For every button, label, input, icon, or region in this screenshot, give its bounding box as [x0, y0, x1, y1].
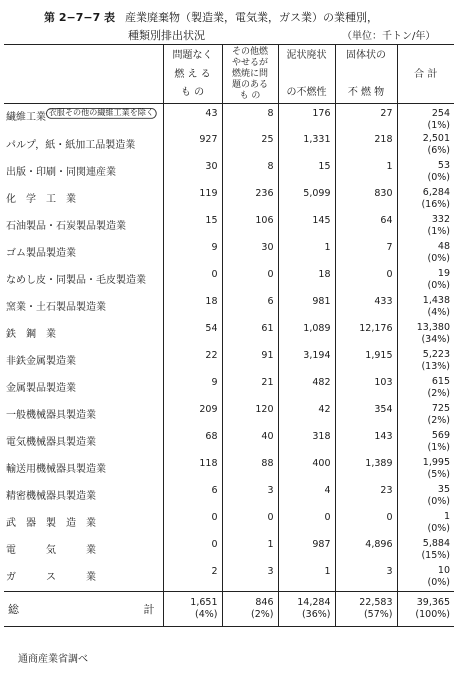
industry-name: [4, 564, 163, 592]
industry-label: 窯業・土石製品製造業: [6, 302, 106, 313]
cell-c2: 25: [222, 132, 278, 159]
industry-label: 石油製品・石炭製品製造業: [6, 221, 126, 232]
table-row: [4, 213, 454, 240]
title-line-1: 産業廃棄物（製造業，電気業，ガス業）の業種別，: [125, 11, 379, 24]
cell-c2: 91: [222, 348, 278, 375]
cell-total: [397, 402, 454, 429]
table-row: [4, 564, 454, 592]
cell-c1: 209: [163, 402, 222, 429]
cell-c3: 1,331: [278, 132, 335, 159]
total-value: 10: [437, 565, 450, 576]
header-burnable-problem: [222, 45, 278, 104]
total-c1: 1,651: [190, 597, 218, 608]
industry-note: 衣服その他の繊維工業を除く: [46, 108, 157, 119]
industry-label: 電気機械器具製造業: [6, 437, 96, 448]
cell-c2: 3: [222, 564, 278, 592]
cell-c1: 6: [163, 483, 222, 510]
industry-name: [4, 321, 163, 348]
table-row: [4, 375, 454, 402]
cell-c1: 9: [163, 375, 222, 402]
cell-total: [397, 510, 454, 537]
industry-name: [4, 483, 163, 510]
title-line-2: 種類別排出状況: [128, 29, 205, 42]
header-solid-bottom: 不 燃 物: [347, 87, 385, 98]
cell-c2: 8: [222, 159, 278, 186]
cell-c3: 400: [278, 456, 335, 483]
total-label-a: 総: [8, 603, 19, 616]
cell-c4: 830: [335, 186, 397, 213]
total-percent: (0%): [427, 172, 450, 183]
industry-name: [4, 510, 163, 537]
header-total: 合 計: [397, 45, 454, 104]
waste-table: [4, 44, 454, 627]
industry-name: [4, 537, 163, 564]
table-row: [4, 294, 454, 321]
cell-c3: 1,089: [278, 321, 335, 348]
cell-c4: 1,389: [335, 456, 397, 483]
cell-c4: 1,915: [335, 348, 397, 375]
cell-c2: 8: [222, 104, 278, 133]
industry-name: [4, 402, 163, 429]
industry-name: [4, 132, 163, 159]
industry-name: [4, 429, 163, 456]
cell-c3: 0: [278, 510, 335, 537]
cell-c4: 4,896: [335, 537, 397, 564]
total-solid: [335, 592, 397, 627]
total-c1-pct: (4%): [195, 609, 218, 620]
industry-label: 出版・印刷・同関連産業: [6, 167, 116, 178]
header-burnable-line-2: 燃 え る: [174, 68, 211, 80]
header-burnable-problem-line-3: 燃焼に問: [231, 68, 268, 79]
cell-c3: 4: [278, 483, 335, 510]
header-burnable: [163, 45, 222, 104]
industry-name: [4, 294, 163, 321]
cell-total: [397, 321, 454, 348]
cell-c2: 88: [222, 456, 278, 483]
cell-total: [397, 564, 454, 592]
cell-c3: 981: [278, 294, 335, 321]
cell-total: [397, 104, 454, 133]
total-percent: (0%): [427, 280, 450, 291]
total-value: 332: [431, 214, 450, 225]
total-value: 5,223: [422, 349, 450, 360]
total-burnable-problem: [222, 592, 278, 627]
total-value: 5,884: [422, 538, 450, 549]
total-c5: 39,365: [416, 597, 450, 608]
cell-c3: 318: [278, 429, 335, 456]
table-row: [4, 132, 454, 159]
total-value: 53: [437, 160, 450, 171]
cell-c1: 43: [163, 104, 222, 133]
cell-c4: 354: [335, 402, 397, 429]
cell-c2: 21: [222, 375, 278, 402]
cell-c4: 143: [335, 429, 397, 456]
industry-label: 鉄 鋼 業: [6, 329, 56, 340]
cell-c4: 1: [335, 159, 397, 186]
total-value: 1: [443, 511, 450, 522]
table-number: 第 2−7−7 表: [44, 11, 116, 24]
cell-total: [397, 456, 454, 483]
cell-c2: 61: [222, 321, 278, 348]
total-value: 254: [431, 108, 450, 119]
header-row: [4, 45, 454, 104]
table-row: [4, 240, 454, 267]
total-value: 6,284: [422, 187, 450, 198]
cell-total: [397, 267, 454, 294]
table-title: [44, 9, 378, 25]
total-value: 569: [431, 430, 450, 441]
cell-c1: 15: [163, 213, 222, 240]
cell-total: [397, 294, 454, 321]
cell-total: [397, 429, 454, 456]
industry-name: [4, 375, 163, 402]
header-burnable-problem-line-2: やせるが: [231, 57, 268, 68]
total-value: 725: [431, 403, 450, 414]
total-label: [4, 592, 163, 627]
total-percent: (2%): [427, 415, 450, 426]
industry-label: 繊維工業: [6, 112, 46, 123]
cell-c1: 9: [163, 240, 222, 267]
cell-c4: 218: [335, 132, 397, 159]
industry-label: 一般機械器具製造業: [6, 410, 96, 421]
header-burnable-problem-line-5: も の: [239, 90, 261, 101]
table-row: [4, 510, 454, 537]
total-row: [4, 592, 454, 627]
total-value: 1,995: [422, 457, 450, 468]
total-percent: (1%): [427, 226, 450, 237]
industry-name: [4, 267, 163, 294]
total-value: 2,501: [422, 133, 450, 144]
total-label-b: 計: [143, 603, 155, 616]
cell-c3: 18: [278, 267, 335, 294]
total-value: 35: [437, 484, 450, 495]
cell-total: [397, 159, 454, 186]
cell-c3: 15: [278, 159, 335, 186]
cell-c1: 54: [163, 321, 222, 348]
total-percent: (34%): [421, 334, 450, 345]
total-percent: (0%): [427, 577, 450, 588]
total-c4-pct: (57%): [363, 609, 393, 620]
cell-c4: 64: [335, 213, 397, 240]
total-percent: (4%): [427, 307, 450, 318]
cell-c2: 6: [222, 294, 278, 321]
cell-c2: 0: [222, 510, 278, 537]
industry-name: [4, 456, 163, 483]
cell-c3: 42: [278, 402, 335, 429]
cell-c1: 22: [163, 348, 222, 375]
cell-c3: 1: [278, 564, 335, 592]
cell-c2: 120: [222, 402, 278, 429]
cell-total: [397, 537, 454, 564]
industry-label: 化 学 工 業: [6, 194, 76, 205]
industry-label: なめし皮・同製品・毛皮製造業: [6, 275, 146, 286]
cell-total: [397, 348, 454, 375]
table-row: [4, 483, 454, 510]
cell-c3: 3,194: [278, 348, 335, 375]
cell-c1: 118: [163, 456, 222, 483]
cell-c2: 3: [222, 483, 278, 510]
cell-c4: 27: [335, 104, 397, 133]
total-sludge: [278, 592, 335, 627]
header-industry: [4, 45, 163, 104]
header-burnable-line-1: 問題なく: [172, 50, 213, 61]
industry-name: [4, 186, 163, 213]
total-c2-pct: (2%): [251, 609, 274, 620]
cell-c4: 103: [335, 375, 397, 402]
industry-name: [4, 213, 163, 240]
table-row: [4, 186, 454, 213]
total-c3-pct: (36%): [301, 609, 331, 620]
total-value: 1,438: [422, 295, 450, 306]
table-row: [4, 348, 454, 375]
header-sludge-top: 泥状廃状: [286, 50, 327, 61]
industry-name: [4, 348, 163, 375]
header-burnable-line-3: も の: [180, 87, 205, 98]
header-solid: [335, 45, 397, 104]
cell-total: [397, 240, 454, 267]
table-row: [4, 429, 454, 456]
industry-label: 輸送用機械器具製造業: [6, 464, 106, 475]
total-percent: (0%): [427, 496, 450, 507]
industry-label: 電 気 業: [6, 545, 96, 556]
total-value: 19: [437, 268, 450, 279]
industry-label: 武 器 製 造 業: [6, 518, 96, 529]
cell-c1: 2: [163, 564, 222, 592]
header-sludge: [278, 45, 335, 104]
table-row: [4, 402, 454, 429]
table-row: [4, 456, 454, 483]
total-percent: (2%): [427, 388, 450, 399]
cell-c1: 30: [163, 159, 222, 186]
total-percent: (15%): [421, 550, 450, 561]
total-percent: (1%): [427, 120, 450, 131]
cell-c1: 927: [163, 132, 222, 159]
total-burnable: [163, 592, 222, 627]
cell-c1: 0: [163, 267, 222, 294]
cell-c2: 106: [222, 213, 278, 240]
cell-c1: 0: [163, 510, 222, 537]
cell-total: [397, 186, 454, 213]
header-burnable-problem-line-4: 題のある: [231, 79, 268, 90]
cell-c2: 236: [222, 186, 278, 213]
total-percent: (0%): [427, 523, 450, 534]
cell-c3: 176: [278, 104, 335, 133]
header-burnable-problem-line-1: その他燃: [231, 46, 268, 57]
total-c5-pct: (100%): [415, 609, 450, 620]
cell-c4: 433: [335, 294, 397, 321]
total-percent: (16%): [421, 199, 450, 210]
cell-c1: 0: [163, 537, 222, 564]
total-value: 13,380: [416, 322, 450, 333]
table-body: [4, 104, 454, 592]
cell-c1: 68: [163, 429, 222, 456]
cell-c4: 3: [335, 564, 397, 592]
header-solid-top: 固体状の: [346, 50, 386, 61]
table-row: [4, 321, 454, 348]
total-value: 615: [431, 376, 450, 387]
table-row: [4, 159, 454, 186]
total-c2: 846: [255, 597, 274, 608]
total-percent: (0%): [427, 253, 450, 264]
cell-c1: 18: [163, 294, 222, 321]
total-percent: (1%): [427, 442, 450, 453]
industry-label: ゴム製品製造業: [6, 248, 76, 259]
cell-total: [397, 213, 454, 240]
table-row: [4, 267, 454, 294]
industry-name: [4, 240, 163, 267]
cell-total: [397, 483, 454, 510]
total-grand: [397, 592, 454, 627]
table-row: [4, 537, 454, 564]
unit-label: （単位：千トン/年）: [342, 31, 436, 42]
cell-c2: 40: [222, 429, 278, 456]
cell-c3: 145: [278, 213, 335, 240]
total-percent: (5%): [427, 469, 450, 480]
cell-c3: 5,099: [278, 186, 335, 213]
industry-label: 金属製品製造業: [6, 383, 76, 394]
industry-label: ガ ス 業: [6, 572, 96, 583]
cell-c3: 482: [278, 375, 335, 402]
total-c4: 22,583: [359, 597, 393, 608]
total-percent: (6%): [427, 145, 450, 156]
cell-c2: 30: [222, 240, 278, 267]
cell-c4: 0: [335, 267, 397, 294]
industry-label: パルプ，紙・紙加工品製造業: [6, 140, 136, 151]
industry-name: [4, 159, 163, 186]
cell-total: [397, 132, 454, 159]
table-row: [4, 104, 454, 133]
cell-c4: 7: [335, 240, 397, 267]
industry-name: [4, 104, 163, 133]
cell-total: [397, 375, 454, 402]
cell-c4: 12,176: [335, 321, 397, 348]
cell-c2: 1: [222, 537, 278, 564]
total-c3: 14,284: [297, 597, 331, 608]
cell-c4: 0: [335, 510, 397, 537]
cell-c3: 1: [278, 240, 335, 267]
cell-c4: 23: [335, 483, 397, 510]
total-percent: (13%): [421, 361, 450, 372]
industry-label: 精密機械器具製造業: [6, 491, 96, 502]
source-note: 通商産業省調べ: [18, 654, 88, 665]
cell-c2: 0: [222, 267, 278, 294]
total-value: 48: [437, 241, 450, 252]
cell-c3: 987: [278, 537, 335, 564]
header-sludge-bottom: の不燃性: [286, 87, 327, 98]
cell-c1: 119: [163, 186, 222, 213]
industry-label: 非鉄金属製造業: [6, 356, 76, 367]
